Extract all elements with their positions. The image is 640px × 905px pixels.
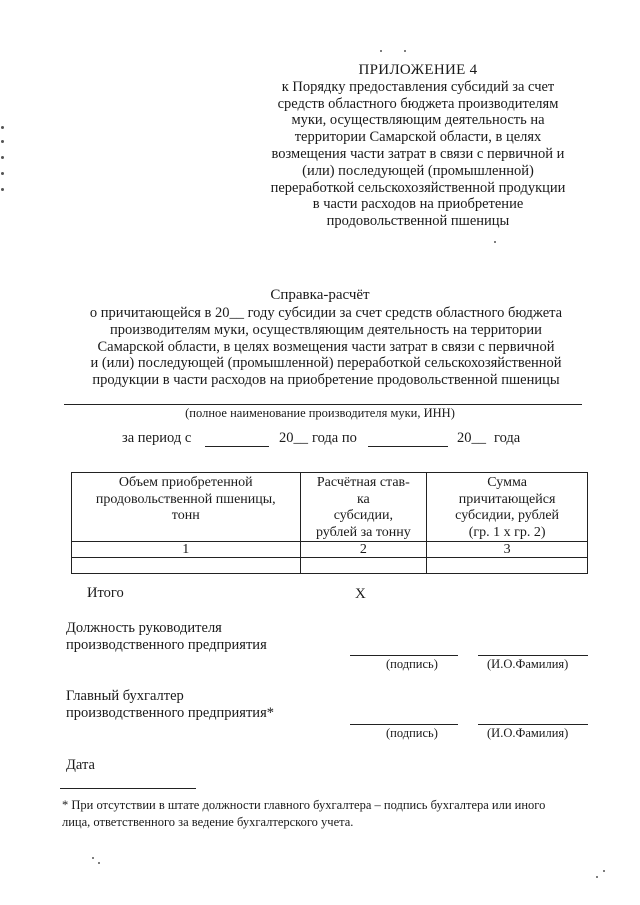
- header-volume-line: Объем приобретенной: [118, 475, 253, 490]
- footnote-separator: [60, 788, 196, 789]
- accountant-name-line: [478, 724, 588, 725]
- footnote-line: лица, ответственного за ведение бухгалтерского учета.: [62, 815, 354, 829]
- appendix-line: к Порядку предоставления субсидий за счет: [281, 78, 555, 95]
- header-rate-line: рублей за тонну: [315, 524, 411, 540]
- director-name-line: [478, 655, 588, 656]
- appendix-header: [238, 62, 598, 230]
- table-cell: [300, 558, 427, 574]
- subtitle-line: и (или) последующей (промышленной) переработкой сельскохозяйственной: [90, 355, 562, 372]
- producer-caption: (полное наименование производителя муки, ИНН): [185, 406, 455, 420]
- header-volume-line: тонн: [171, 508, 200, 524]
- footnote-line: * При отсутствии в штате должности главного бухгалтера – подпись бухгалтера или иного: [62, 798, 546, 812]
- document-title: Справка-расчёт: [270, 287, 370, 303]
- header-amount-line: (гр. 1 х гр. 2): [468, 524, 546, 540]
- table-column-numbers-row: [72, 542, 588, 558]
- appendix-line: продовольственной пшеницы: [326, 213, 510, 230]
- accountant-title-line: производственного предприятия*: [66, 704, 274, 721]
- appendix-line: муки, осуществляющим деятельность на: [291, 112, 545, 129]
- period-suffix: года: [494, 430, 521, 446]
- scan-speck: [1, 156, 4, 159]
- subtitle-line: о причитающейся в 20__ году субсидии за счет средств областного бюджета: [89, 305, 563, 321]
- column-number: 1: [72, 542, 301, 558]
- director-title-line: Должность руководителя: [66, 620, 222, 636]
- header-rate-line: субсидии,: [333, 508, 394, 524]
- director-title-line: производственного предприятия: [66, 636, 267, 653]
- footnote: [62, 797, 582, 831]
- header-rate-line: ка: [356, 491, 370, 507]
- table-header-row: [72, 473, 588, 542]
- scan-speck: [92, 857, 94, 859]
- subtitle-line: продукции в части расходов на приобретение продовольственной пшеницы: [92, 372, 560, 389]
- document-subtitle: [62, 305, 590, 389]
- scan-speck: [596, 876, 598, 878]
- appendix-line: переработкой сельскохозяйственной продукции: [270, 179, 566, 196]
- period-to-blank: [368, 446, 448, 447]
- director-name-caption: (И.О.Фамилия): [487, 657, 569, 671]
- header-volume-line: продовольственной пшеницы,: [95, 491, 276, 507]
- scan-speck: [404, 50, 406, 52]
- appendix-line: в части расходов на приобретение: [312, 196, 524, 213]
- calculation-table: [71, 472, 588, 574]
- period-year-to: 20__: [457, 430, 486, 446]
- accountant-name-caption: (И.О.Фамилия): [487, 726, 569, 740]
- appendix-line: средств областного бюджета производителям: [277, 95, 559, 112]
- director-signature-line: [350, 655, 458, 656]
- director-title: [66, 620, 267, 654]
- accountant-signature-line: [350, 724, 458, 725]
- appendix-line: возмещения части затрат в связи с первичной и: [271, 145, 565, 162]
- accountant-title: [66, 688, 274, 722]
- header-volume: [72, 473, 301, 542]
- subtitle-line: производителям муки, осуществляющим деятельность на территории: [110, 321, 542, 338]
- scan-speck: [98, 862, 100, 864]
- table-row: [72, 558, 588, 574]
- table-cell: [427, 558, 588, 574]
- period-from-blank: [205, 446, 269, 447]
- period-prefix: за период с: [122, 430, 192, 446]
- director-signature-caption: (подпись): [386, 657, 438, 671]
- scan-speck: [1, 126, 4, 129]
- scan-speck: [603, 870, 605, 872]
- scan-speck: [1, 188, 4, 191]
- header-amount-line: субсидии, рублей: [455, 508, 560, 524]
- header-amount: [427, 473, 588, 542]
- scan-speck: [1, 140, 4, 143]
- date-label: Дата: [66, 757, 95, 773]
- scan-speck: [494, 241, 496, 243]
- accountant-title-line: Главный бухгалтер: [66, 688, 184, 704]
- accountant-signature-caption: (подпись): [386, 726, 438, 740]
- period-year-from: 20__: [279, 430, 308, 446]
- column-number: 3: [427, 542, 588, 558]
- appendix-line: (или) последующей (промышленной): [302, 162, 534, 179]
- total-mark: Х: [355, 586, 366, 602]
- header-amount-line: Сумма: [487, 475, 527, 490]
- producer-name-line: [64, 404, 582, 405]
- period-middle: года по: [312, 430, 357, 446]
- scan-speck: [380, 50, 382, 52]
- appendix-heading: ПРИЛОЖЕНИЕ 4: [358, 62, 478, 78]
- total-label: Итого: [87, 585, 124, 601]
- header-amount-line: причитающейся: [458, 491, 556, 507]
- subtitle-line: Самарской области, в целях возмещения части затрат в связи с первичной: [97, 338, 555, 355]
- appendix-line: территории Самарской области, в целях: [294, 129, 542, 146]
- table-cell: [72, 558, 301, 574]
- header-rate-line: Расчётная став-: [316, 475, 410, 490]
- scan-speck: [1, 172, 4, 175]
- column-number: 2: [300, 542, 427, 558]
- header-rate: [300, 473, 427, 542]
